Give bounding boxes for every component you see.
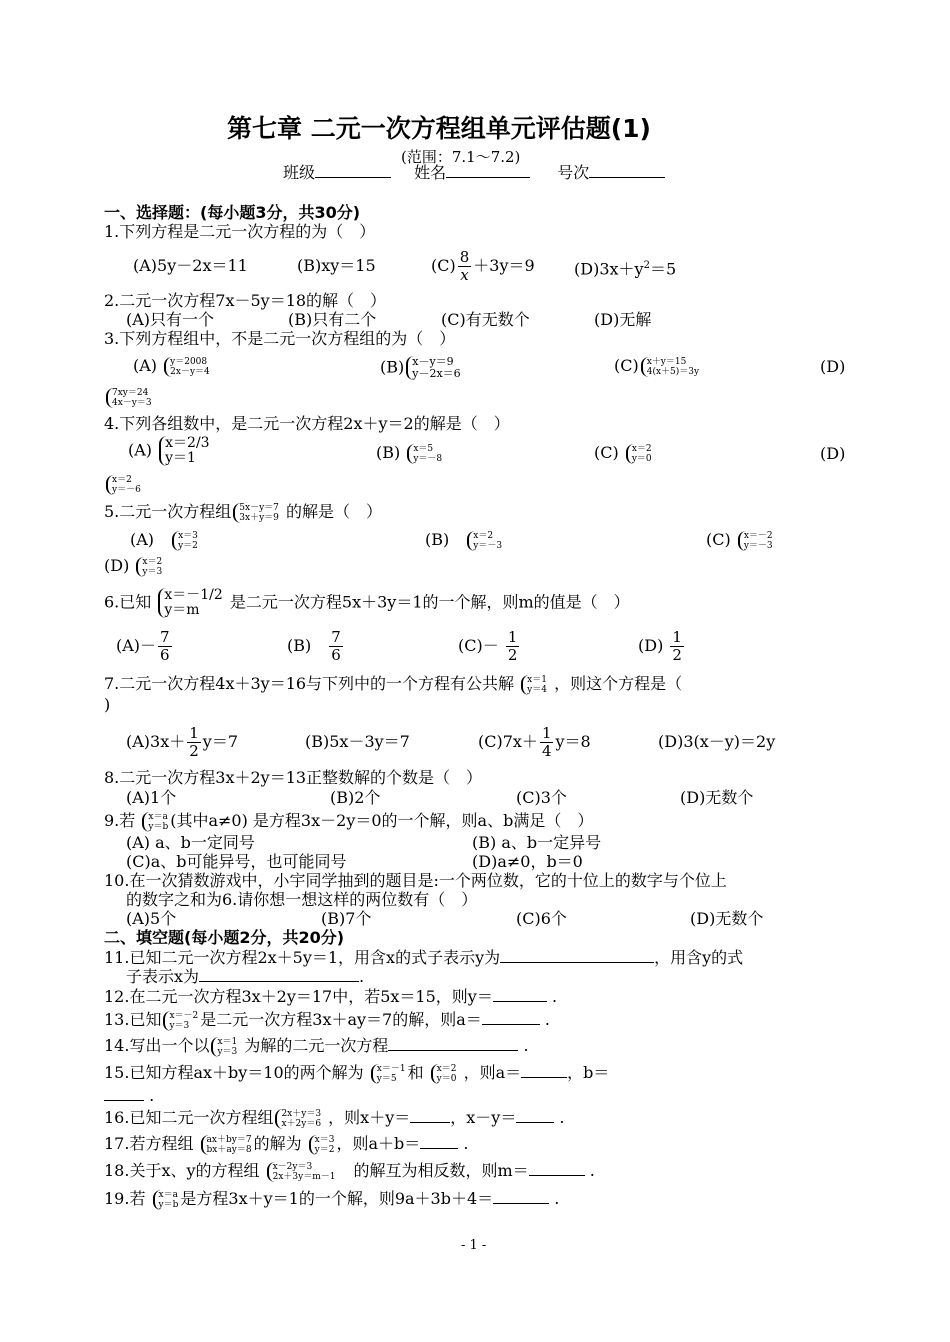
option-d: $(D)3x+y^2=5$: [574, 259, 677, 279]
option-b: (B)5x－3y＝7: [305, 732, 410, 751]
option-c: (C)3个: [516, 788, 567, 807]
name-label: 姓名: [414, 163, 447, 182]
equation-system: x＝2 y＝0: [626, 444, 652, 464]
option-b: (B)xy＝15: [297, 256, 376, 275]
question-stem: 4.下列各组数中，是二元一次方程2x＋y＝2的解是（ ）: [104, 414, 510, 433]
answer-blank[interactable]: [500, 962, 654, 963]
equation-system: x－y＝9 y－2x＝6: [406, 356, 460, 380]
option-b: (B) x＝5 y＝－8: [376, 443, 443, 464]
option-d: (D)无数个: [690, 909, 764, 928]
student-info-line: [283, 163, 665, 183]
option-a: (A) x＝3 y＝2: [130, 530, 198, 551]
option-b: (B) x＝2 y＝－3: [425, 530, 503, 551]
answer-blank[interactable]: [482, 1024, 540, 1025]
question-stem: 10.在一次猜数游戏中，小宇同学抽到的题目是:一个两位数，它的十位上的数字与个位上: [104, 871, 727, 890]
option-c: (C)有无数个: [441, 310, 530, 329]
equation-system: x＝a y＝b: [142, 812, 168, 832]
equation-system: x＝－1/2 y＝m: [158, 588, 222, 618]
option-d: [104, 474, 143, 495]
option-a: (A) a、b一定同号: [126, 833, 255, 852]
question-stem-cont: .: [104, 1086, 154, 1106]
class-blank[interactable]: [315, 177, 391, 178]
answer-blank[interactable]: [410, 1122, 450, 1123]
question-stem: 19.若 x＝a y＝b 是方程3x＋y＝1的一个解，则9a＋3b＋4＝ .: [104, 1189, 560, 1210]
equation-system: x－2y＝3 2x＋3y＝m－1: [267, 1162, 336, 1182]
equation-system: x＝2 y＝－6: [106, 475, 141, 495]
question-stem-cont: 的数字之和为6.请你想一想这样的两位数有（ ）: [126, 890, 478, 909]
section-heading: 二、填空题(每小题2分，共20分): [104, 928, 345, 947]
question-stem: 13.已知 x＝－2 y＝3 是二元一次方程3x＋ay＝7的解，则a＝ .: [104, 1010, 550, 1031]
answer-blank[interactable]: [420, 1148, 458, 1149]
option-d: (D) x＝2 y＝3: [104, 556, 163, 577]
question-stem: 9.若 x＝a y＝b (其中a≠0) 是方程3x－2y＝0的一个解，则a、b满足（ ）: [104, 811, 594, 832]
equation-system: x＋y＝15 4(x＋5)＝3y: [641, 357, 699, 377]
question-stem: 14.写出一个以 x＝1 y＝3 为解的二元一次方程 .: [104, 1036, 529, 1057]
question-stem: 16.已知二元一次方程组 2x＋y＝3 x＋2y＝6 ，则x＋y＝ ，x－y＝ .: [104, 1108, 565, 1129]
answer-blank[interactable]: [493, 1001, 547, 1002]
equation-system: y＝2008 2x－y＝4: [164, 357, 210, 377]
option-c: (C)－ $\frac{1}{2}$: [458, 628, 518, 664]
question-stem: 7.二元一次方程4x＋3y＝16与下列中的一个方程有公共解 x＝1 y＝4 ，则这个方程是（: [104, 674, 683, 695]
option-d: (D)无解: [594, 310, 652, 329]
section-heading: 一、选择题：(每小题3分，共30分): [104, 203, 361, 222]
equation-system: 2x＋y＝3 x＋2y＝6: [275, 1109, 321, 1129]
option-c: (C)a、b可能异号，也可能同号: [126, 852, 347, 871]
answer-blank[interactable]: [516, 1122, 554, 1123]
option-c: (C) x＝－2 y＝－3: [706, 530, 773, 551]
equation-system: 5x－y＝7 3x＋y＝9: [233, 503, 279, 523]
class-label: 班级: [283, 163, 316, 182]
option-c: (C) x＋y＝15 4(x＋5)＝3y: [614, 356, 700, 377]
option-d: (D)3(x－y)＝2y: [658, 732, 776, 751]
question-stem-cont: 子表示x为 .: [126, 967, 365, 986]
question-stem: 3.下列方程组中，不是二元一次方程组的为（ ）: [104, 329, 456, 348]
answer-blank[interactable]: [388, 1050, 518, 1051]
option-c: (C) $\frac{8}{x}$ ＋3y＝9: [431, 248, 535, 284]
equation-system: ax＋by＝7 bx＋ay＝8: [201, 1135, 252, 1155]
equation-system: x＝a y＝b: [153, 1190, 179, 1210]
equation-system: x＝2 y＝3: [136, 557, 162, 577]
option-c: (C) x＝2 y＝0: [594, 443, 652, 464]
number-label: 号次: [557, 163, 590, 182]
question-stem: 11.已知二元一次方程2x＋5y＝1，用含x的式子表示y为 ，用含y的式: [104, 948, 744, 967]
page-number: - 1 -: [461, 1238, 487, 1253]
question-stem-cont: ): [104, 695, 111, 714]
option-a: (A) x＝2/3 y＝1: [128, 435, 210, 466]
option-a: (A)5个: [126, 909, 177, 928]
option-c: (C)7x＋ $\frac{1}{4}$ y＝8: [478, 724, 591, 760]
question-stem: 15.已知方程ax＋by＝10的两个解为 x＝－1 y＝5 和 x＝2 y＝0 ，则a＝ ，b＝: [104, 1063, 610, 1084]
option-a: (A)5y－2x＝11: [133, 256, 248, 275]
answer-blank[interactable]: [529, 1175, 585, 1176]
name-blank[interactable]: [446, 177, 530, 178]
option-d: (D) $\frac{1}{2}$: [638, 628, 682, 664]
page-title: 第七章 二元一次方程组单元评估题(1): [227, 114, 651, 143]
number-blank[interactable]: [589, 177, 665, 178]
option-a: (A)－ $\frac{7}{6}$: [116, 628, 170, 664]
answer-blank[interactable]: [493, 1203, 549, 1204]
option-b: (B)只有二个: [288, 310, 377, 329]
equation-system: x＝－1 y＝5: [371, 1064, 406, 1084]
option-d: (D)a≠0，b＝0: [472, 852, 583, 871]
equation-system: x＝1 y＝3: [211, 1037, 237, 1057]
question-stem: 2.二元一次方程7x－5y＝18的解（ ）: [104, 291, 387, 310]
equation-system: x＝3 y＝2: [309, 1135, 335, 1155]
answer-blank[interactable]: [521, 1077, 567, 1078]
option-d-label: (D): [820, 357, 846, 376]
equation-system: x＝1 y＝4: [521, 675, 547, 695]
option-c: (C)6个: [516, 909, 567, 928]
option-a: (A)只有一个: [126, 310, 215, 329]
equation-system: x＝－2 y＝3: [163, 1011, 198, 1031]
option-a: (A) y＝2008 2x－y＝4: [133, 356, 210, 377]
answer-blank[interactable]: [199, 981, 359, 982]
range-note: (范围：7.1～7.2): [401, 148, 521, 166]
question-stem: 18.关于x、y的方程组 x－2y＝3 2x＋3y＝m－1 的解互为相反数，则m＝ .: [104, 1161, 595, 1182]
equation-system: 7xy＝24 4x－y＝3: [106, 388, 152, 408]
equation-system: x＝3 y＝2: [172, 531, 198, 551]
option-d: (D)无数个: [680, 788, 754, 807]
option-d: [104, 387, 154, 408]
answer-blank[interactable]: [104, 1100, 144, 1101]
option-b: (B) a、b一定异号: [472, 833, 602, 852]
equation-system: x＝2 y＝－3: [467, 531, 502, 551]
equation-system: x＝2/3 y＝1: [159, 436, 209, 466]
option-b: (B) $\frac{7}{6}$: [287, 628, 341, 664]
option-a: (A)3x＋ $\frac{1}{2}$ y＝7: [126, 724, 239, 760]
option-d-label: (D): [820, 444, 846, 463]
option-b: (B)2个: [330, 788, 381, 807]
question-stem: 6.已知 x＝－1/2 y＝m 是二元一次方程5x＋3y＝1的一个解，则m的值是（ ）: [104, 587, 630, 618]
equation-system: x＝2 y＝0: [431, 1064, 457, 1084]
equation-system: x＝5 y＝－8: [407, 444, 442, 464]
question-stem: 17.若方程组 ax＋by＝7 bx＋ay＝8 的解为 x＝3 y＝2 ，则a＋b＝ .: [104, 1134, 469, 1155]
question-stem: 12.在二元一次方程3x＋2y＝17中，若5x＝15，则y＝ .: [104, 987, 558, 1006]
option-b: (B)7个: [321, 909, 372, 928]
equation-system: x＝－2 y＝－3: [738, 531, 773, 551]
option-b: (B) x－y＝9 y－2x＝6: [380, 355, 461, 380]
question-stem: 1.下列方程是二元一次方程的为（ ）: [104, 222, 376, 241]
question-stem: 8.二元一次方程3x＋2y＝13正整数解的个数是（ ）: [104, 768, 483, 787]
option-a: (A)1个: [126, 788, 177, 807]
question-stem: 5.二元一次方程组 5x－y＝7 3x＋y＝9 的解是（ ）: [104, 502, 383, 523]
